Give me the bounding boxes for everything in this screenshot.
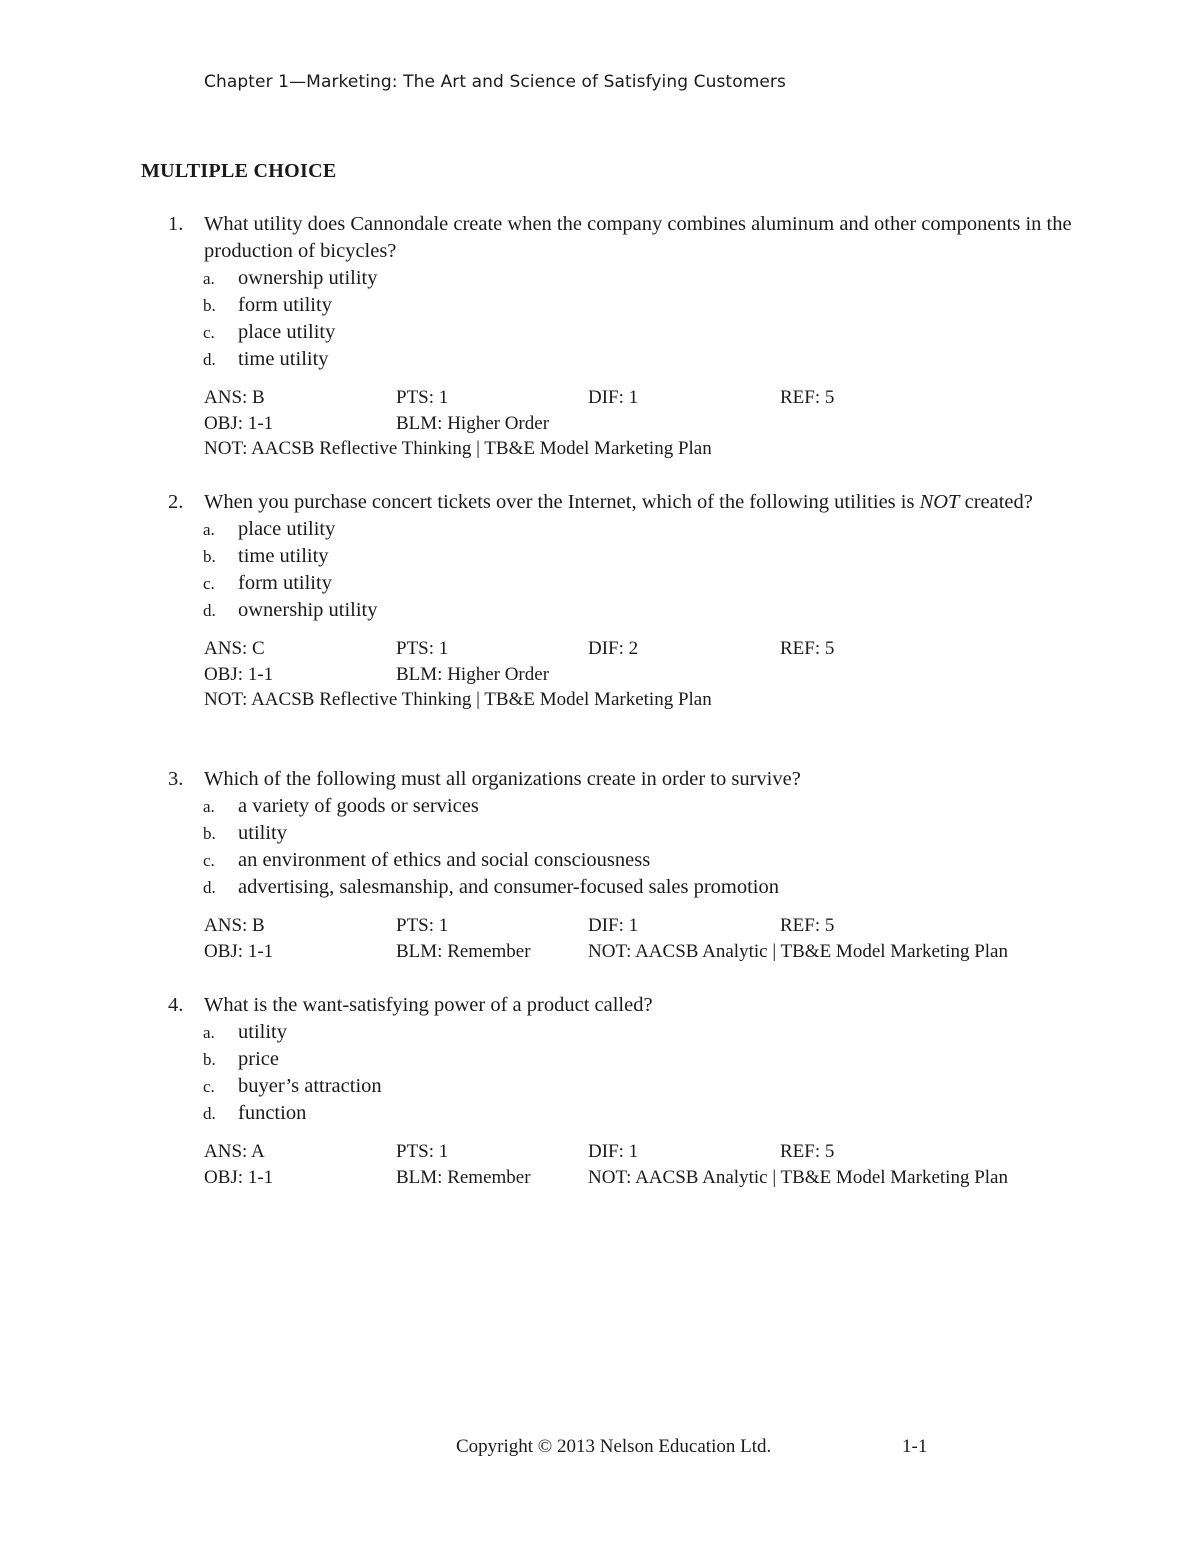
question-1: [160, 211, 1100, 462]
meta-row: [204, 385, 1100, 411]
choice-letter: a.: [203, 269, 215, 288]
points: PTS: 1: [396, 387, 449, 408]
question-stem: [160, 489, 1100, 516]
objective: OBJ: 1-1: [204, 940, 274, 962]
page-reference: REF: 5: [780, 1141, 835, 1162]
footer-page-number: 1-1: [902, 1436, 928, 1457]
question-4: [160, 992, 1100, 1190]
choice-text: utility: [238, 822, 287, 844]
question-text: When you purchase concert tickets over the Internet, which of the following utilities is: [204, 491, 920, 513]
meta-row: [204, 687, 1100, 713]
choice-item: [160, 516, 1100, 543]
meta-row: [204, 436, 1100, 462]
choice-letter: c.: [203, 851, 215, 870]
choice-letter: c.: [203, 323, 215, 342]
choice-letter: a.: [203, 797, 215, 816]
difficulty: DIF: 1: [588, 1141, 639, 1162]
question-2: [160, 489, 1100, 713]
choice-text: an environment of ethics and social consciousness: [238, 849, 651, 871]
choice-item: [160, 1046, 1100, 1073]
choice-list: [160, 516, 1100, 624]
choice-letter: d.: [203, 1104, 216, 1123]
choice-item: [160, 292, 1100, 319]
choice-letter: b.: [203, 824, 216, 843]
choice-letter: d.: [203, 350, 216, 369]
choice-text: place utility: [238, 321, 336, 343]
answer-key: ANS: B: [204, 387, 265, 408]
question-3: [160, 766, 1100, 964]
choice-item: [160, 265, 1100, 292]
difficulty: DIF: 1: [588, 387, 639, 408]
choice-letter: b.: [203, 296, 216, 315]
choice-item: [160, 319, 1100, 346]
choice-text: time utility: [238, 348, 329, 370]
choice-item: [160, 543, 1100, 570]
question-stem: [160, 211, 1100, 265]
notes: NOT: AACSB Analytic | TB&E Model Marketing Plan: [588, 1166, 1008, 1188]
meta-row: [204, 939, 1100, 965]
meta-row: [204, 913, 1100, 939]
question-text: What utility does Cannondale create when the company combines aluminum and other components in the production of bicycles?: [204, 213, 1072, 262]
choice-text: form utility: [238, 572, 332, 594]
answer-key: ANS: A: [204, 1141, 265, 1162]
answer-key: ANS: C: [204, 638, 265, 659]
choice-item: [160, 346, 1100, 373]
question-number: 3.: [168, 768, 184, 790]
choice-text: ownership utility: [238, 599, 378, 621]
choice-item: [160, 874, 1100, 901]
meta-row: [204, 636, 1100, 662]
choice-text: function: [238, 1102, 307, 1124]
choice-text: advertising, salesmanship, and consumer-focused sales promotion: [238, 876, 780, 898]
footer-copyright: Copyright © 2013 Nelson Education Ltd.: [456, 1436, 772, 1457]
question-number: 2.: [168, 491, 184, 513]
choice-text: utility: [238, 1021, 287, 1043]
choice-letter: b.: [203, 547, 216, 566]
difficulty: DIF: 1: [588, 915, 639, 936]
choice-text: time utility: [238, 545, 329, 567]
choice-letter: b.: [203, 1050, 216, 1069]
question-stem: [160, 992, 1100, 1019]
page-reference: REF: 5: [780, 915, 835, 936]
blooms-level: BLM: Higher Order: [396, 412, 550, 434]
choice-text: buyer’s attraction: [238, 1075, 382, 1097]
answer-metadata: [160, 913, 1100, 964]
running-header: Chapter 1—Marketing: The Art and Science of Satisfying Customers: [204, 72, 786, 92]
choice-item: [160, 597, 1100, 624]
section-heading: MULTIPLE CHOICE: [141, 160, 337, 182]
choice-letter: a.: [203, 520, 215, 539]
choice-item: [160, 847, 1100, 874]
notes: NOT: AACSB Analytic | TB&E Model Marketing Plan: [588, 940, 1008, 962]
choice-letter: c.: [203, 574, 215, 593]
page-reference: REF: 5: [780, 387, 835, 408]
choice-item: [160, 793, 1100, 820]
question-number: 1.: [168, 213, 184, 235]
page-reference: REF: 5: [780, 638, 835, 659]
choice-list: [160, 265, 1100, 373]
question-stem: [160, 766, 1100, 793]
notes: NOT: AACSB Reflective Thinking | TB&E Model Marketing Plan: [204, 689, 712, 710]
question-number: 4.: [168, 994, 184, 1016]
blooms-level: BLM: Remember: [396, 1166, 531, 1188]
question-emphasis: NOT: [919, 491, 960, 513]
answer-metadata: [160, 385, 1100, 462]
choice-item: [160, 820, 1100, 847]
question-text: What is the want-satisfying power of a product called?: [204, 994, 653, 1016]
choice-item: [160, 1073, 1100, 1100]
choice-letter: d.: [203, 878, 216, 897]
points: PTS: 1: [396, 915, 449, 936]
choice-text: price: [238, 1048, 279, 1070]
choice-item: [160, 570, 1100, 597]
points: PTS: 1: [396, 638, 449, 659]
objective: OBJ: 1-1: [204, 1166, 274, 1188]
choice-text: form utility: [238, 294, 332, 316]
answer-metadata: [160, 636, 1100, 713]
notes: NOT: AACSB Reflective Thinking | TB&E Model Marketing Plan: [204, 438, 712, 459]
objective: OBJ: 1-1: [204, 412, 274, 434]
choice-item: [160, 1100, 1100, 1127]
question-text-end: created?: [959, 491, 1033, 513]
question-text: Which of the following must all organizations create in order to survive?: [204, 768, 801, 790]
answer-metadata: [160, 1139, 1100, 1190]
choice-list: [160, 1019, 1100, 1127]
objective: OBJ: 1-1: [204, 663, 274, 685]
choice-text: place utility: [238, 518, 336, 540]
difficulty: DIF: 2: [588, 638, 639, 659]
blooms-level: BLM: Remember: [396, 940, 531, 962]
meta-row: [204, 1139, 1100, 1165]
choice-text: ownership utility: [238, 267, 378, 289]
choice-letter: a.: [203, 1023, 215, 1042]
choice-letter: c.: [203, 1077, 215, 1096]
choice-letter: d.: [203, 601, 216, 620]
points: PTS: 1: [396, 1141, 449, 1162]
meta-row: [204, 411, 1100, 437]
meta-row: [204, 1165, 1100, 1191]
blooms-level: BLM: Higher Order: [396, 663, 550, 685]
answer-key: ANS: B: [204, 915, 265, 936]
choice-item: [160, 1019, 1100, 1046]
choice-list: [160, 793, 1100, 901]
meta-row: [204, 662, 1100, 688]
choice-text: a variety of goods or services: [238, 795, 479, 817]
